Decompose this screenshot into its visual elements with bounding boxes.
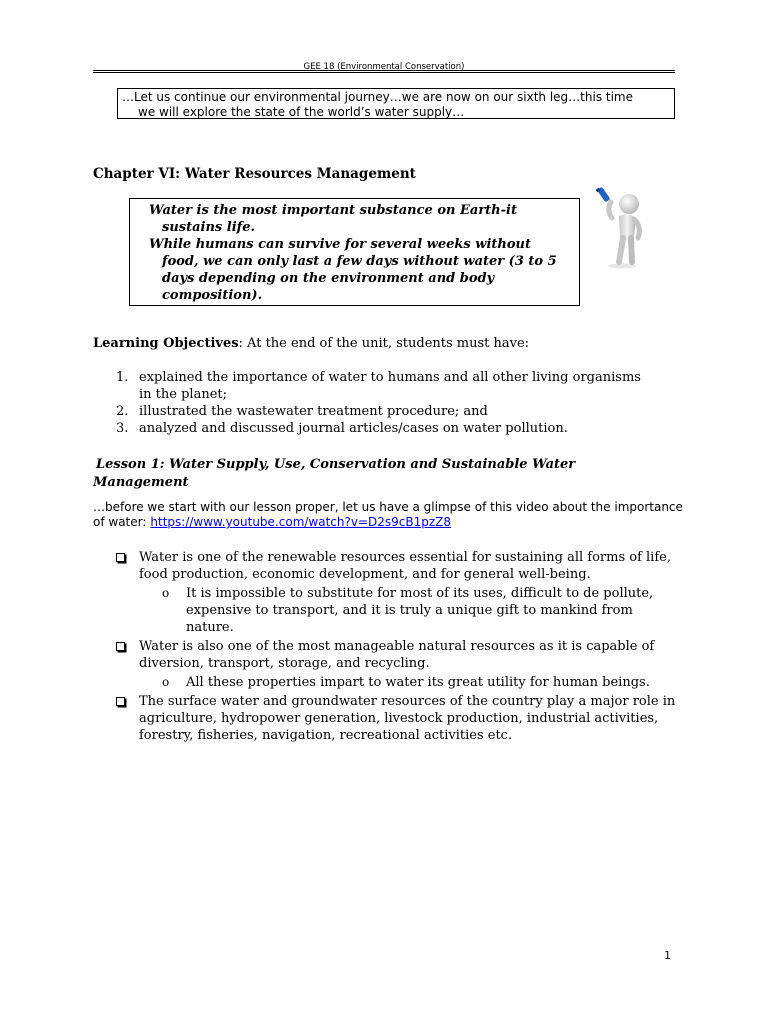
page-header: GEE 18 (Environmental Conservation) xyxy=(303,62,465,72)
video-link[interactable]: https://www.youtube.com/watch?v=D2s9cB1pzZ8 xyxy=(150,515,452,529)
bullet-list xyxy=(113,549,678,744)
fact-text: Water is the most important substance on Earth-it sustains life. xyxy=(149,203,517,235)
header-divider xyxy=(93,70,675,80)
chapter-title: Chapter VI: Water Resources Management xyxy=(93,166,416,182)
intro-box xyxy=(117,88,675,119)
fact-box xyxy=(129,198,580,306)
list-item xyxy=(110,403,650,420)
lesson-title-text: Lesson 1: Water Supply, Use, Conservation and Sustainable Water Management xyxy=(93,457,576,490)
list-item-text: analyzed and discussed journal articles/cases on water pollution. xyxy=(139,421,568,436)
list-item-text: illustrated the wastewater treatment procedure; and xyxy=(139,404,488,419)
learning-objectives-intro: : At the end of the unit, students must have: xyxy=(238,336,530,351)
video-intro xyxy=(93,500,693,530)
sub-bullet-text: All these properties impart to water its great utility for human beings. xyxy=(186,675,650,690)
checkbox-bullet-icon xyxy=(116,642,125,651)
video-intro-text: …before we start with our lesson proper, let us have a glimpse of this video about the importance of water: xyxy=(93,500,683,529)
list-item-text: explained the importance of water to humans and all other living organisms in the planet; xyxy=(139,370,641,402)
list-item xyxy=(110,420,650,437)
fact-item xyxy=(139,202,571,236)
sub-bullet-text: It is impossible to substitute for most of its uses, difficult to de pollute, expensive to transport, and it is truly a unique gift to mankind from nature. xyxy=(186,586,654,635)
bullet-text: The surface water and groundwater resources of the country play a major role in agriculture, hydropower generation, livestock production, industrial activities, forestry, fisheries, navigation, recreational activities etc. xyxy=(139,694,676,743)
learning-objectives-heading xyxy=(93,336,529,351)
circle-bullet-icon: o xyxy=(162,586,170,600)
bullet-item xyxy=(113,638,678,672)
intro-line-2: we will explore the state of the world’s water supply… xyxy=(138,105,465,119)
sub-bullet-item xyxy=(113,674,678,691)
bullet-item xyxy=(113,549,678,583)
checkbox-bullet-icon xyxy=(116,553,125,562)
intro-line-1: …Let us continue our environmental journey…we are now on our sixth leg…this time xyxy=(122,90,633,104)
circle-bullet-icon: o xyxy=(162,675,170,689)
fact-item xyxy=(139,236,571,304)
person-drinking-from-bottle-icon xyxy=(592,186,648,270)
list-item-number: 3. xyxy=(116,421,129,436)
list-item-number: 2. xyxy=(116,404,129,419)
list-item-number: 1. xyxy=(116,370,129,385)
objectives-list xyxy=(110,369,650,437)
page-number: 1 xyxy=(664,949,671,962)
fact-text: While humans can survive for several weeks without food, we can only last a few days without water (3 to 5 days depending on the environment and body composition). xyxy=(149,237,557,303)
learning-objectives-label: Learning Objectives xyxy=(93,336,239,351)
lesson-title xyxy=(93,456,653,491)
sub-bullet-item xyxy=(113,585,678,636)
checkbox-bullet-icon xyxy=(116,697,125,706)
bullet-item xyxy=(113,693,678,744)
bullet-text: Water is also one of the most manageable natural resources as it is capable of diversion, transport, storage, and recycling. xyxy=(139,639,655,671)
list-item xyxy=(110,369,650,403)
bullet-text: Water is one of the renewable resources essential for sustaining all forms of life, food production, economic development, and for general well-being. xyxy=(139,550,671,582)
